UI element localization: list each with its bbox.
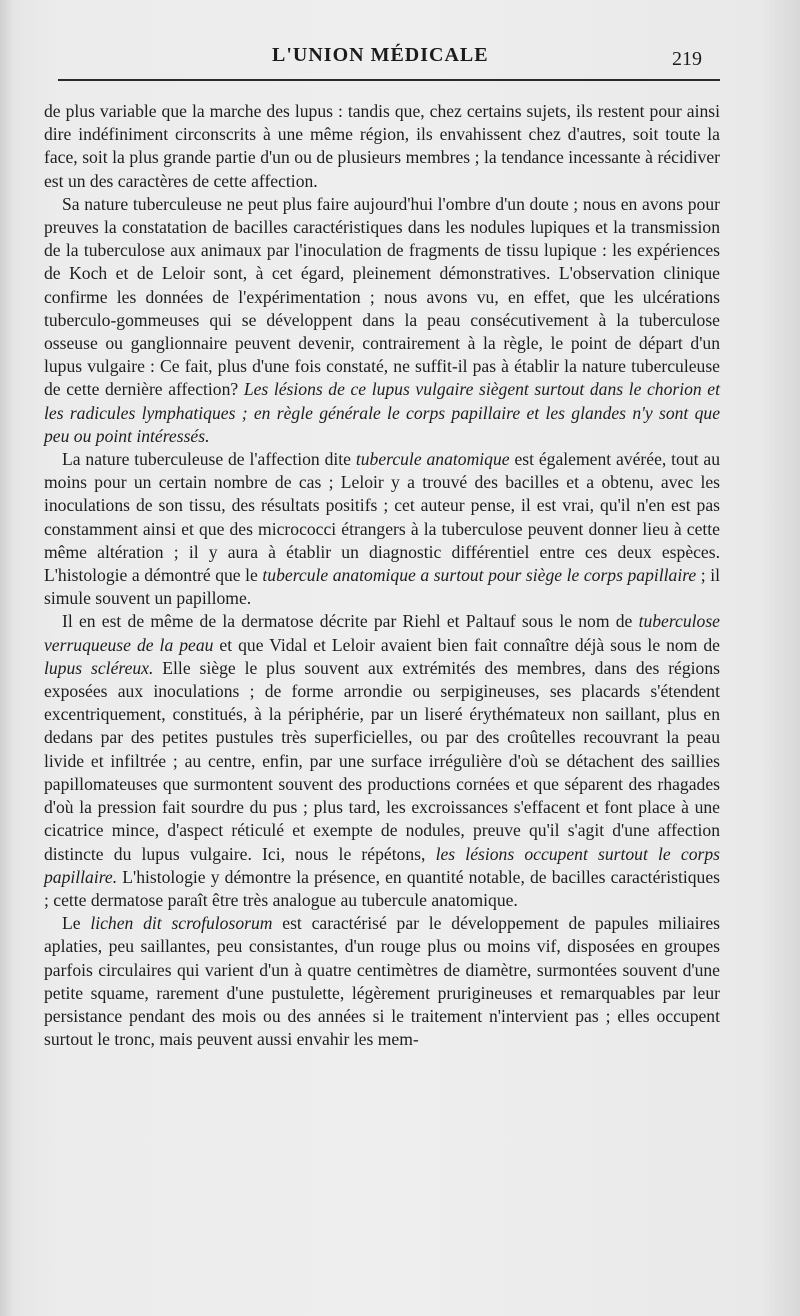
paragraph — [44, 448, 720, 610]
italic-text-run: tuberculose verruqueuse de la peau — [44, 611, 720, 655]
text-run: Elle siège le plus souvent aux extrémités des membres, dans des régions exposées aux inoculations ; de forme arrondie ou serpigineuses, ses placards s'étendent excentriquement, constitués, à la périphérie, par un liseré érythémateux non saillant, plus en dedans par des petites pustules très superficielles, ou par des croûtelles recouvrant la peau livide et infiltrée ; au centre, enfin, par une surface irrégulière d'où se détachent des saillies papillomateuses que surmontent souvent des productions cornées et que séparent des rhagades d'où la pression fait sourdre du pus ; plus tard, les excroissances s'effacent et font place à une cicatrice mince, d'aspect réticulé et exempte de nodules, preuve qu'il s'agit d'une affection distincte du lupus vulgaire. Ici, nous le répétons, — [44, 657, 720, 864]
running-header — [0, 44, 800, 76]
page-number: 219 — [672, 48, 702, 70]
paragraph — [44, 610, 720, 912]
paragraph — [44, 193, 720, 448]
header-rule — [58, 79, 720, 81]
text-run: et que Vidal et Leloir avaient bien fait connaître déjà sous le nom de — [213, 634, 720, 655]
text-run: ; il simule souvent un papillome. — [44, 565, 720, 609]
text-run: est caractérisé par le développement de papules miliaires aplaties, peu saillantes, peu consistantes, d'un rouge plus ou moins vif, disposées en groupes parfois circulaires qui varient d'un à quatre centimètres de diamètre, surmontées souvent d'une petite squame, rarement d'une pustulette, légèrement prurigineuses et remarquables par leur persistance pendant des mois ou des années si le traitement n'intervient pas ; elles occupent surtout le tronc, mais peuvent aussi envahir les mem- — [44, 913, 720, 1050]
italic-text-run: Les lésions de ce lupus vulgaire siègent surtout dans le chorion et les radicules lymphatiques ; en règle générale le corps papillaire et les glandes n'y sont que peu ou point intéressés. — [44, 379, 720, 446]
italic-text-run: les lésions occupent surtout le corps papillaire. — [44, 843, 720, 887]
journal-title: L'UNION MÉDICALE — [272, 44, 489, 66]
text-run: Sa nature tuberculeuse ne peut plus faire aujourd'hui l'ombre d'un doute ; nous en avons pour preuves la constatation de bacilles caractéristiques dans les nodules lupiques et la transmission de la tuberculose aux animaux par l'inoculation de fragments de tissu lupique : les expériences de Koch et de Leloir sont, à cet égard, pleinement démonstratives. L'observation clinique confirme les données de l'expérimentation ; nous avons vu, en effet, que les ulcérations tuberculo-gommeuses qui se développent dans la peau consécutivement à la tuberculose osseuse ou ganglionnaire peuvent devenir, contrairement à la règle, le point de départ d'un lupus vulgaire : Ce fait, plus d'une fois constaté, ne suffit-il pas à établir la nature tuberculeuse de cette dernière affection? — [44, 193, 720, 400]
text-run: Il en est de même de la dermatose décrite par Riehl et Paltauf sous le nom de — [62, 611, 639, 632]
italic-text-run: tubercule anatomique a surtout pour siège le corps papillaire — [262, 565, 697, 586]
text-run: Le — [62, 913, 91, 934]
italic-text-run: lupus scléreux. — [44, 657, 154, 678]
text-run: La nature tuberculeuse de l'affection dite — [62, 449, 356, 470]
text-run: est également avérée, tout au moins pour un certain nombre de cas ; Leloir y a trouvé des bacilles et a obtenu, avec les inoculations de son tissu, des résultats positifs ; cet auteur pense, il est vrai, qu'il n'en est pas constamment ainsi et que des micrococci étrangers à la tuberculose peuvent donner lieu à cette même altération ; il y aura à établir un diagnostic différentiel entre ces deux espèces. L'histologie a démontré que le — [44, 449, 720, 586]
paragraph — [44, 100, 720, 193]
italic-text-run: tubercule anatomique — [355, 449, 510, 470]
paragraph — [44, 912, 720, 1051]
text-run: L'histologie y démontre la présence, en quantité notable, de bacilles caractéristiques ; cette dermatose paraît être très analogue au tubercule anatomique. — [44, 866, 720, 910]
article-body — [44, 100, 720, 1051]
text-run: de plus variable que la marche des lupus : tandis que, chez certains sujets, ils restent pour ainsi dire indéfiniment circonscrits à une même région, ils envahissent chez d'autres, soit toute la face, soit la plus grande partie d'un ou de plusieurs membres ; la tendance incessante à récidiver est un des caractères de cette affection. — [44, 101, 720, 191]
italic-text-run: lichen dit scrofulosorum — [90, 913, 273, 934]
